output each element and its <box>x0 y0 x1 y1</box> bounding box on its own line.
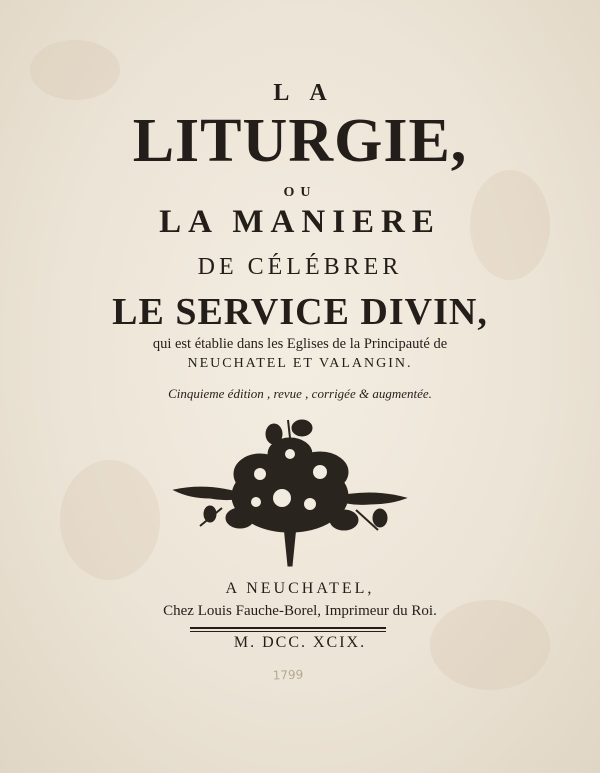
title-line-celebrer: DE CÉLÉBRER <box>197 254 403 280</box>
title-line-la: LA <box>273 80 347 106</box>
title-line-ou: OU <box>283 185 317 200</box>
subtitle-etablie: qui est établie dans les Eglises de la Principauté de <box>152 336 448 352</box>
paper-stain <box>60 460 160 580</box>
edition-note: Cinquieme édition , revue , corrigée & augmentée. <box>168 386 432 401</box>
title-line-maniere: LA MANIERE <box>159 204 441 240</box>
title-line-service-divin: LE SERVICE DIVIN, <box>112 291 488 333</box>
imprint-city: A NEUCHATEL, <box>225 580 375 597</box>
flower-bouquet-icon <box>170 418 410 568</box>
publication-year: M. DCC. XCIX. <box>233 634 367 651</box>
imprint-printer: Chez Louis Fauche-Borel, Imprimeur du Roi. <box>163 603 437 619</box>
pencil-annotation: 1799 <box>272 667 304 683</box>
subtitle-principaute: NEUCHATEL ET VALANGIN. <box>187 356 413 371</box>
title-line-liturgie: LITURGIE, <box>132 107 468 175</box>
divider-rule <box>190 627 386 629</box>
divider-rule <box>190 631 386 632</box>
